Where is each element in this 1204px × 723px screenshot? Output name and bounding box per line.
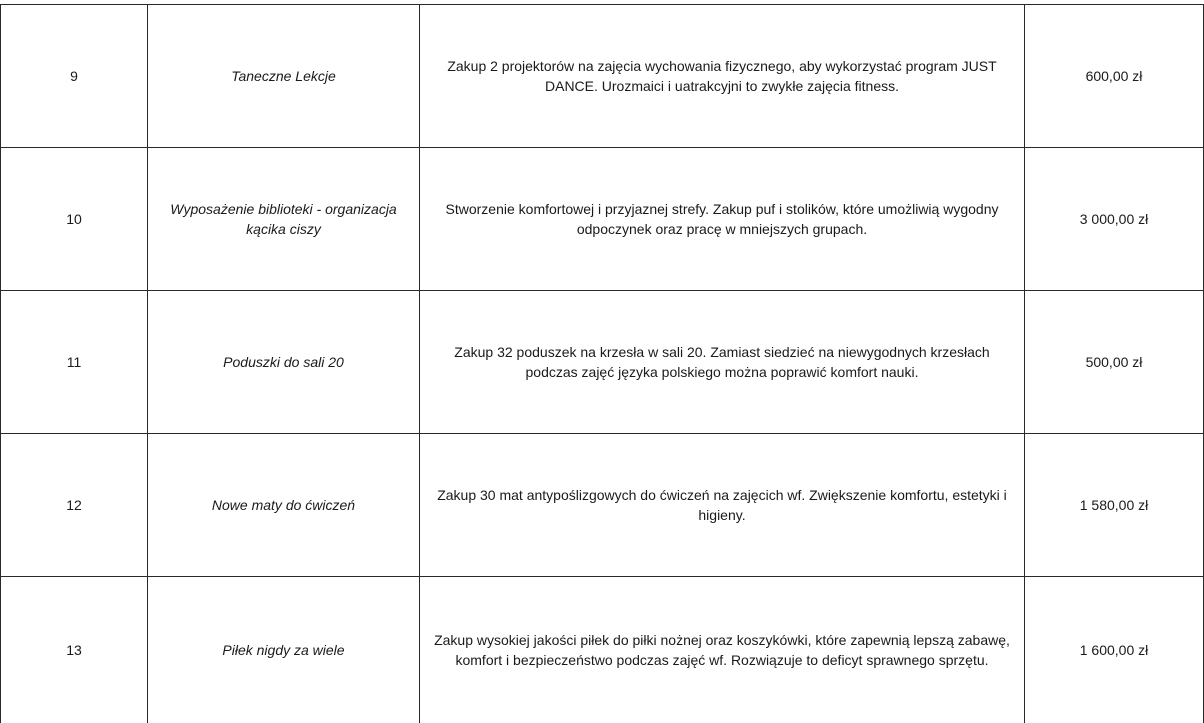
project-name-cell: Poduszki do sali 20 bbox=[148, 291, 420, 434]
project-name-cell: Taneczne Lekcje bbox=[148, 5, 420, 148]
table-row bbox=[1, 5, 1204, 148]
project-cost-cell: 600,00 zł bbox=[1025, 5, 1204, 148]
project-cost-cell: 1 580,00 zł bbox=[1025, 434, 1204, 577]
project-cost-cell: 500,00 zł bbox=[1025, 291, 1204, 434]
project-number-cell: 9 bbox=[1, 5, 148, 148]
project-description-cell: Zakup 2 projektorów na zajęcia wychowania fizycznego, aby wykorzystać program JUST DANCE. Urozmaici i uatrakcyjni to zwykłe zajęcia fitness. bbox=[420, 5, 1025, 148]
project-number-cell: 13 bbox=[1, 577, 148, 723]
project-number-cell: 12 bbox=[1, 434, 148, 577]
project-description-cell: Stworzenie komfortowej i przyjaznej strefy. Zakup puf i stolików, które umożliwią wygodny odpoczynek oraz pracę w mniejszych grupach. bbox=[420, 148, 1025, 291]
project-name-cell: Wyposażenie biblioteki - organizacja kącika ciszy bbox=[148, 148, 420, 291]
project-description-cell: Zakup 32 poduszek na krzesła w sali 20. Zamiast siedzieć na niewygodnych krzesłach podczas zajęć języka polskiego można poprawić komfort nauki. bbox=[420, 291, 1025, 434]
table-row bbox=[1, 434, 1204, 577]
project-cost-cell: 1 600,00 zł bbox=[1025, 577, 1204, 723]
table-row bbox=[1, 148, 1204, 291]
project-number-cell: 11 bbox=[1, 291, 148, 434]
projects-table bbox=[0, 4, 1204, 723]
project-name-cell: Nowe maty do ćwiczeń bbox=[148, 434, 420, 577]
table-row bbox=[1, 291, 1204, 434]
project-number-cell: 10 bbox=[1, 148, 148, 291]
project-cost-cell: 3 000,00 zł bbox=[1025, 148, 1204, 291]
project-description-cell: Zakup wysokiej jakości piłek do piłki nożnej oraz koszykówki, które zapewnią lepszą zabawę, komfort i bezpieczeństwo podczas zajęć wf. Rozwiązuje to deficyt sprawnego sprzętu. bbox=[420, 577, 1025, 723]
project-description-cell: Zakup 30 mat antypoślizgowych do ćwiczeń na zajęcich wf. Zwiększenie komfortu, estetyki i higieny. bbox=[420, 434, 1025, 577]
project-name-cell: Piłek nigdy za wiele bbox=[148, 577, 420, 723]
table-row bbox=[1, 577, 1204, 723]
